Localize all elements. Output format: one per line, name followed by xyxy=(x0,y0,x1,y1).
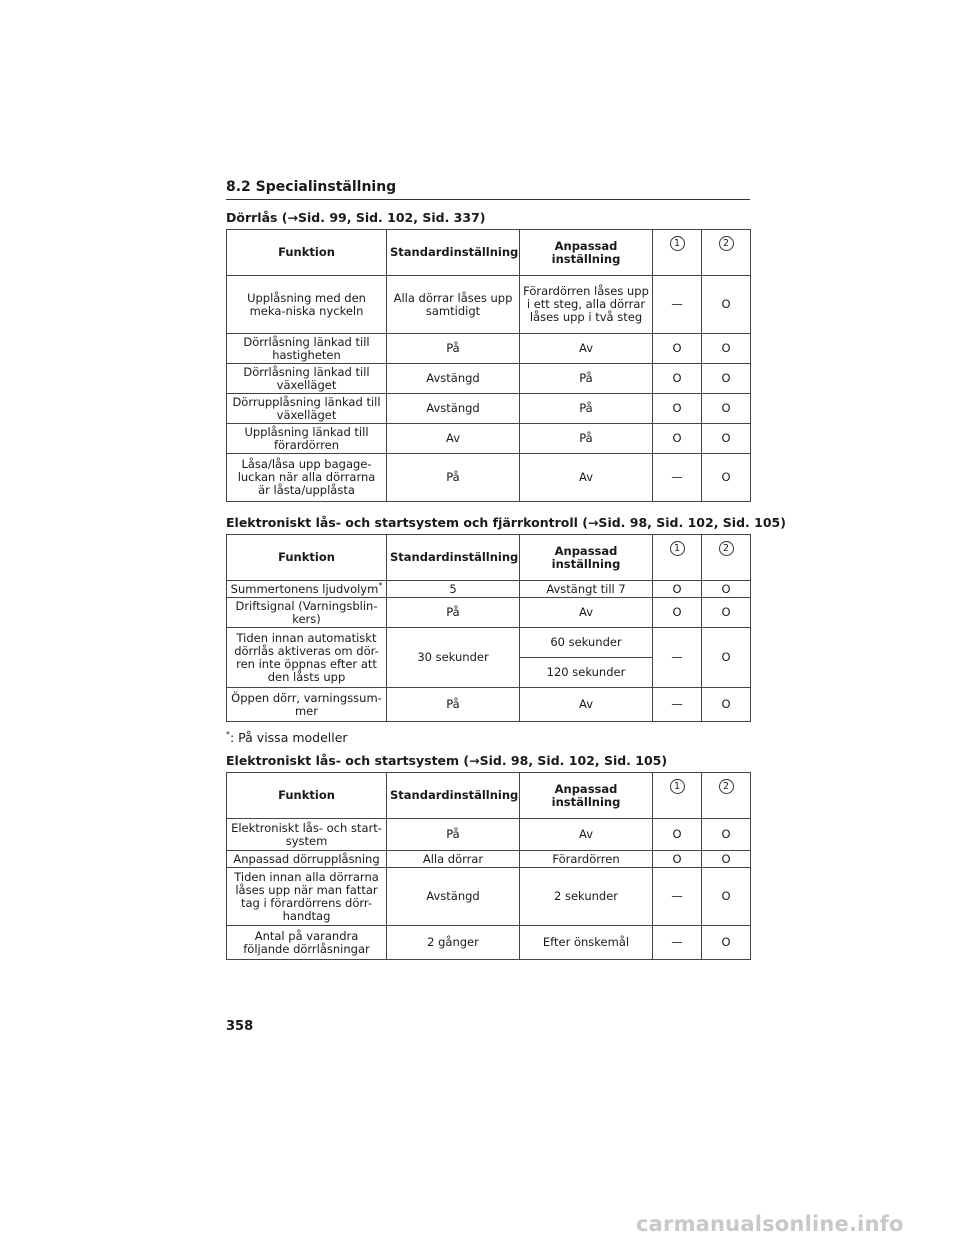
cell-function: Antal på varandra följande dörrlåsningar xyxy=(227,926,387,960)
circled-number-2-icon: 2 xyxy=(719,779,734,794)
cell-col-1: — xyxy=(653,868,702,926)
cell-default: 30 sekunder xyxy=(387,628,520,688)
header-col-2 xyxy=(702,535,751,581)
section-title-smart-key-remote: Elektroniskt lås- och startsystem och fjärrkontroll (→Sid. 98, Sid. 102, Sid. 105) xyxy=(226,515,786,530)
circled-number-1-icon: 1 xyxy=(670,541,685,556)
cell-function: Tiden innan alla dörrarna låses upp när man fattar tag i förardörrens dörr-handtag xyxy=(227,868,387,926)
chapter-heading: 8.2 Specialinställning xyxy=(226,178,750,200)
cell-col-1: O xyxy=(653,581,702,598)
table-row xyxy=(227,868,751,926)
smart-key-table xyxy=(226,772,751,960)
cell-custom: Förardörren låses upp i ett steg, alla dörrar låses upp i två steg xyxy=(520,276,653,334)
cell-custom: Efter önskemål xyxy=(520,926,653,960)
cell-col-1: — xyxy=(653,688,702,722)
header-custom-setting: Anpassad inställning xyxy=(520,230,653,276)
cell-col-2: O xyxy=(702,868,751,926)
smart-key-remote-table xyxy=(226,534,751,722)
cell-function: Anpassad dörrupplåsning xyxy=(227,851,387,868)
circled-number-2-icon: 2 xyxy=(719,541,734,556)
cell-custom: På xyxy=(520,394,653,424)
cell-col-1: — xyxy=(653,628,702,688)
table-row xyxy=(227,364,751,394)
cell-col-2: O xyxy=(702,628,751,688)
footnote: *: På vissa modeller xyxy=(226,729,348,745)
cell-col-1: O xyxy=(653,819,702,851)
cell-default: 2 gånger xyxy=(387,926,520,960)
table-row xyxy=(227,454,751,502)
cell-custom: 60 sekunder xyxy=(520,628,653,658)
cell-col-2: O xyxy=(702,851,751,868)
cell-default: På xyxy=(387,598,520,628)
header-col-1 xyxy=(653,230,702,276)
section-title-door-locks: Dörrlås (→Sid. 99, Sid. 102, Sid. 337) xyxy=(226,210,486,225)
cell-col-1: — xyxy=(653,926,702,960)
cell-function: Tiden innan automatiskt dörrlås aktiveras om dör-ren inte öppnas efter att den låsts upp xyxy=(227,628,387,688)
table-row xyxy=(227,394,751,424)
cell-col-2: O xyxy=(702,581,751,598)
circled-number-1-icon: 1 xyxy=(670,236,685,251)
cell-default: Avstängd xyxy=(387,868,520,926)
cell-default: Avstängd xyxy=(387,394,520,424)
cell-custom: På xyxy=(520,424,653,454)
cell-default: På xyxy=(387,454,520,502)
cell-default: Alla dörrar låses upp samtidigt xyxy=(387,276,520,334)
cell-function: Driftsignal (Varningsblin-kers) xyxy=(227,598,387,628)
header-col-2 xyxy=(702,230,751,276)
header-custom-setting: Anpassad inställning xyxy=(520,773,653,819)
cell-col-1: O xyxy=(653,394,702,424)
header-custom-setting: Anpassad inställning xyxy=(520,535,653,581)
cell-col-2: O xyxy=(702,926,751,960)
header-default-setting: Standardinställning xyxy=(387,230,520,276)
cell-custom: 120 sekunder xyxy=(520,658,653,688)
cell-col-2: O xyxy=(702,276,751,334)
header-function: Funktion xyxy=(227,230,387,276)
cell-col-1: — xyxy=(653,276,702,334)
cell-default: På xyxy=(387,334,520,364)
cell-col-2: O xyxy=(702,819,751,851)
cell-function: Elektroniskt lås- och start-system xyxy=(227,819,387,851)
table-row xyxy=(227,424,751,454)
cell-col-2: O xyxy=(702,424,751,454)
cell-custom: Förardörren xyxy=(520,851,653,868)
cell-default: På xyxy=(387,688,520,722)
table-row xyxy=(227,819,751,851)
cell-col-2: O xyxy=(702,688,751,722)
cell-custom: Av xyxy=(520,454,653,502)
cell-function: Dörrlåsning länkad till växelläget xyxy=(227,364,387,394)
cell-col-2: O xyxy=(702,454,751,502)
page-number: 358 xyxy=(226,1019,254,1034)
table-row xyxy=(227,688,751,722)
table-row xyxy=(227,581,751,598)
cell-col-2: O xyxy=(702,394,751,424)
header-col-1 xyxy=(653,535,702,581)
cell-default: Alla dörrar xyxy=(387,851,520,868)
cell-function: Dörrlåsning länkad till hastigheten xyxy=(227,334,387,364)
header-function: Funktion xyxy=(227,773,387,819)
section-title-smart-key: Elektroniskt lås- och startsystem (→Sid. 98, Sid. 102, Sid. 105) xyxy=(226,753,668,768)
cell-col-1: O xyxy=(653,424,702,454)
table-row xyxy=(227,276,751,334)
cell-function: Upplåsning med den meka-niska nyckeln xyxy=(227,276,387,334)
header-function: Funktion xyxy=(227,535,387,581)
asterisk-mark: * xyxy=(378,580,383,590)
header-col-1 xyxy=(653,773,702,819)
header-default-setting: Standardinställning xyxy=(387,773,520,819)
circled-number-2-icon: 2 xyxy=(719,236,734,251)
cell-function: Summertonens ljudvolym* xyxy=(227,581,387,598)
circled-number-1-icon: 1 xyxy=(670,779,685,794)
table-row xyxy=(227,926,751,960)
cell-col-1: O xyxy=(653,364,702,394)
header-col-2 xyxy=(702,773,751,819)
table-row xyxy=(227,628,751,658)
cell-col-1: — xyxy=(653,454,702,502)
header-default-setting: Standardinställning xyxy=(387,535,520,581)
cell-custom: Av xyxy=(520,334,653,364)
cell-col-1: O xyxy=(653,851,702,868)
door-lock-table xyxy=(226,229,751,502)
cell-custom: 2 sekunder xyxy=(520,868,653,926)
cell-col-2: O xyxy=(702,598,751,628)
cell-function: Öppen dörr, varningssum-mer xyxy=(227,688,387,722)
watermark[interactable]: carmanualsonline.info xyxy=(636,1212,904,1236)
cell-default: 5 xyxy=(387,581,520,598)
cell-col-1: O xyxy=(653,334,702,364)
cell-custom: På xyxy=(520,364,653,394)
cell-function: Dörrupplåsning länkad till växelläget xyxy=(227,394,387,424)
cell-function: Upplåsning länkad till förardörren xyxy=(227,424,387,454)
cell-custom: Av xyxy=(520,819,653,851)
cell-col-2: O xyxy=(702,334,751,364)
cell-default: Avstängd xyxy=(387,364,520,394)
cell-default: Av xyxy=(387,424,520,454)
cell-col-2: O xyxy=(702,364,751,394)
table-row xyxy=(227,334,751,364)
cell-col-1: O xyxy=(653,598,702,628)
cell-function: Låsa/låsa upp bagage-luckan när alla dörrarna är låsta/upplåsta xyxy=(227,454,387,502)
cell-custom: Avstängt till 7 xyxy=(520,581,653,598)
cell-default: På xyxy=(387,819,520,851)
table-row xyxy=(227,598,751,628)
cell-custom: Av xyxy=(520,598,653,628)
table-row xyxy=(227,851,751,868)
cell-custom: Av xyxy=(520,688,653,722)
